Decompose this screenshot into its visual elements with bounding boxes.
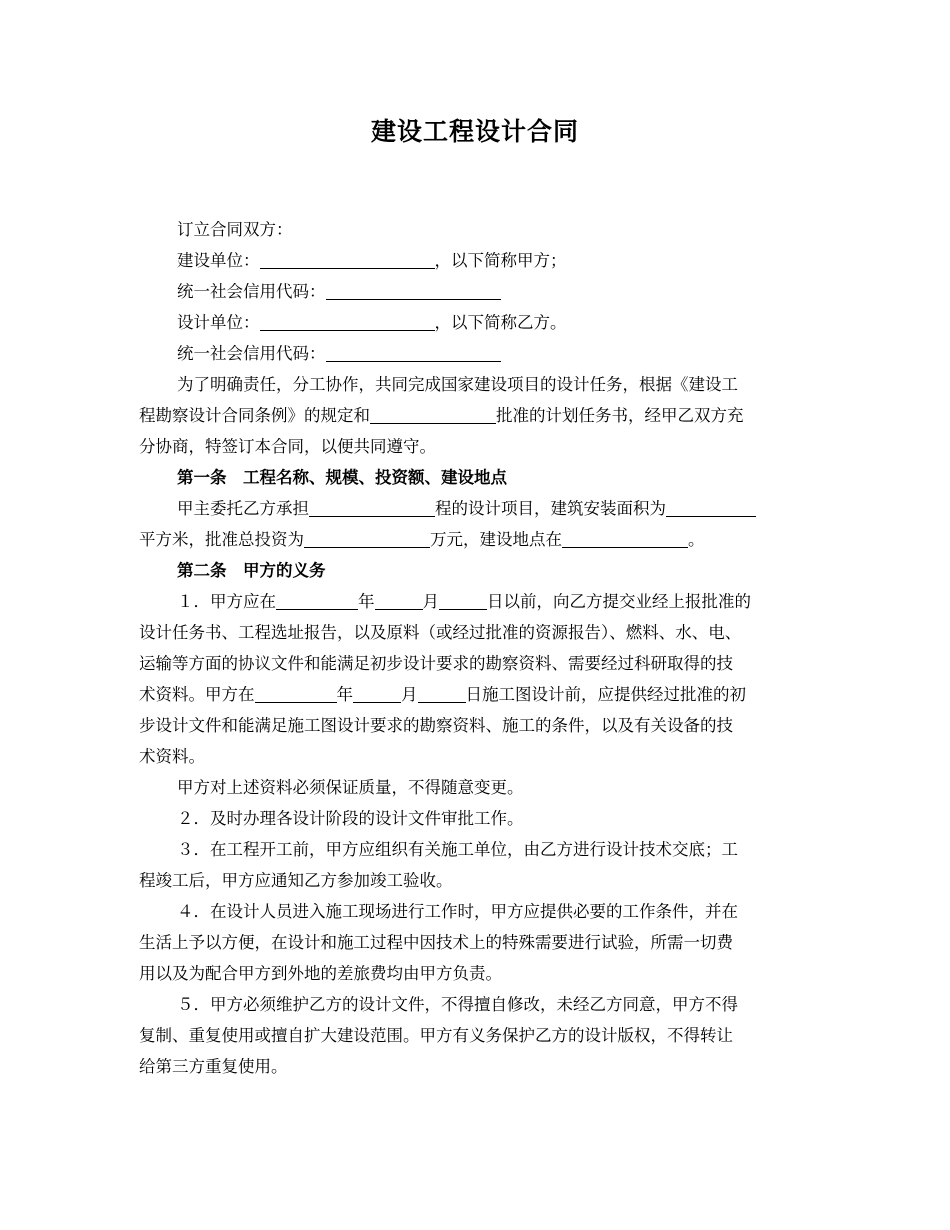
quality-note: 甲方对上述资料必须保证质量，不得随意变更。 xyxy=(177,778,524,797)
item-1-text: 日施工图设计前，应提供经过批准的初 xyxy=(465,685,746,704)
item-1-line-6: 术资料。 xyxy=(139,747,205,766)
designer-credit-code-blank xyxy=(326,343,501,362)
month-blank-2 xyxy=(353,684,401,703)
contract-body xyxy=(139,214,819,1082)
client-line xyxy=(139,245,819,276)
article-1-line-2 xyxy=(139,524,819,555)
month-label: 月 xyxy=(401,685,418,704)
item-4-line-3: 用以及为配合甲方到外地的差旅费均由甲方负责。 xyxy=(139,964,502,983)
article-1-text: 万元，建设地点在 xyxy=(430,530,562,549)
article-1-text: 程的设计项目，建筑安装面积为 xyxy=(435,499,666,518)
client-name-blank xyxy=(260,250,435,269)
item-1-text: 术资料。甲方在 xyxy=(139,685,255,704)
item-1-line-2: 设计任务书、工程选址报告，以及原料（或经过批准的资源报告）、燃料、水、电、 xyxy=(139,623,742,642)
preamble-line-3: 分协商，特签订本合同，以便共同遵守。 xyxy=(139,437,436,456)
article-1-text: 甲主委托乙方承担 xyxy=(177,499,309,518)
article-1-line-1 xyxy=(139,493,819,524)
investment-blank xyxy=(304,529,430,548)
day-blank xyxy=(439,591,487,610)
area-blank xyxy=(666,498,756,517)
parties-intro: 订立合同双方： xyxy=(177,220,293,239)
client-suffix: ，以下简称甲方； xyxy=(434,251,567,270)
item-4-line-2: 生活上予以方便，在设计和施工过程中因技术上的特殊需要进行试验，所需一切费 xyxy=(139,933,733,952)
article-1-text: 。 xyxy=(688,530,705,549)
item-3-line-2: 程竣工后，甲方应通知乙方参加竣工验收。 xyxy=(139,871,453,890)
article-1-text: 平方米，批准总投资为 xyxy=(139,530,304,549)
preamble-text: 程勘察设计合同条例》的规定和 xyxy=(139,406,370,425)
item-5-line-2: 复制、重复使用或擅自扩大建设范围。甲方有义务保护乙方的设计版权，不得转让 xyxy=(139,1026,733,1045)
item-1-line-1 xyxy=(139,586,819,617)
item-1-line-5: 步设计文件和能满足施工图设计要求的勘察资料、施工的条件，以及有关设备的技 xyxy=(139,716,733,735)
credit-code-label-2: 统一社会信用代码： xyxy=(177,344,326,363)
day-blank-2 xyxy=(418,684,466,703)
item-1-line-4 xyxy=(139,679,819,710)
client-credit-code-blank xyxy=(326,281,501,300)
item-5-line-3: 给第三方重复使用。 xyxy=(139,1057,288,1076)
item-4-line-1: ４．在设计人员进入施工现场进行工作时，甲方应提供必要的工作条件，并在 xyxy=(177,902,738,921)
preamble-line-1: 为了明确责任，分工协作，共同完成国家建设项目的设计任务，根据《建设工 xyxy=(177,375,738,394)
year-blank xyxy=(276,591,358,610)
project-name-blank xyxy=(309,498,435,517)
month-blank xyxy=(375,591,423,610)
item-1-text: 日以前，向乙方提交业经上报批准的 xyxy=(487,592,751,611)
preamble-line-2 xyxy=(139,400,819,431)
designer-name-blank xyxy=(260,312,435,331)
month-label: 月 xyxy=(422,592,439,611)
preamble-text: 批准的计划任务书，经甲乙双方充 xyxy=(496,406,744,425)
designer-suffix: ，以下简称乙方。 xyxy=(434,313,567,332)
item-5-line-1: ５．甲方必须维护乙方的设计文件，不得擅自修改，未经乙方同意，甲方不得 xyxy=(177,995,738,1014)
item-2: ２．及时办理各设计阶段的设计文件审批工作。 xyxy=(177,809,524,828)
document-title: 建设工程设计合同 xyxy=(370,117,579,146)
designer-line xyxy=(139,307,819,338)
item-1-line-3: 运输等方面的协议文件和能满足初步设计要求的勘察资料、需要经过科研取得的技 xyxy=(139,654,733,673)
item-1-text: １．甲方应在 xyxy=(177,592,276,611)
year-label: 年 xyxy=(358,592,375,611)
location-blank xyxy=(562,529,688,548)
year-label: 年 xyxy=(336,685,353,704)
approval-authority-blank xyxy=(370,405,496,424)
item-3-line-1: ３．在工程开工前，甲方应组织有关施工单位，由乙方进行设计技术交底；工 xyxy=(177,840,738,859)
client-label: 建设单位： xyxy=(177,251,260,270)
year-blank-2 xyxy=(255,684,337,703)
credit-code-label: 统一社会信用代码： xyxy=(177,282,326,301)
article-1-heading: 第一条 工程名称、规模、投资额、建设地点 xyxy=(177,468,507,487)
designer-credit-code-line xyxy=(139,338,819,369)
client-credit-code-line xyxy=(139,276,819,307)
article-2-heading: 第二条 甲方的义务 xyxy=(177,561,326,580)
designer-label: 设计单位： xyxy=(177,313,260,332)
